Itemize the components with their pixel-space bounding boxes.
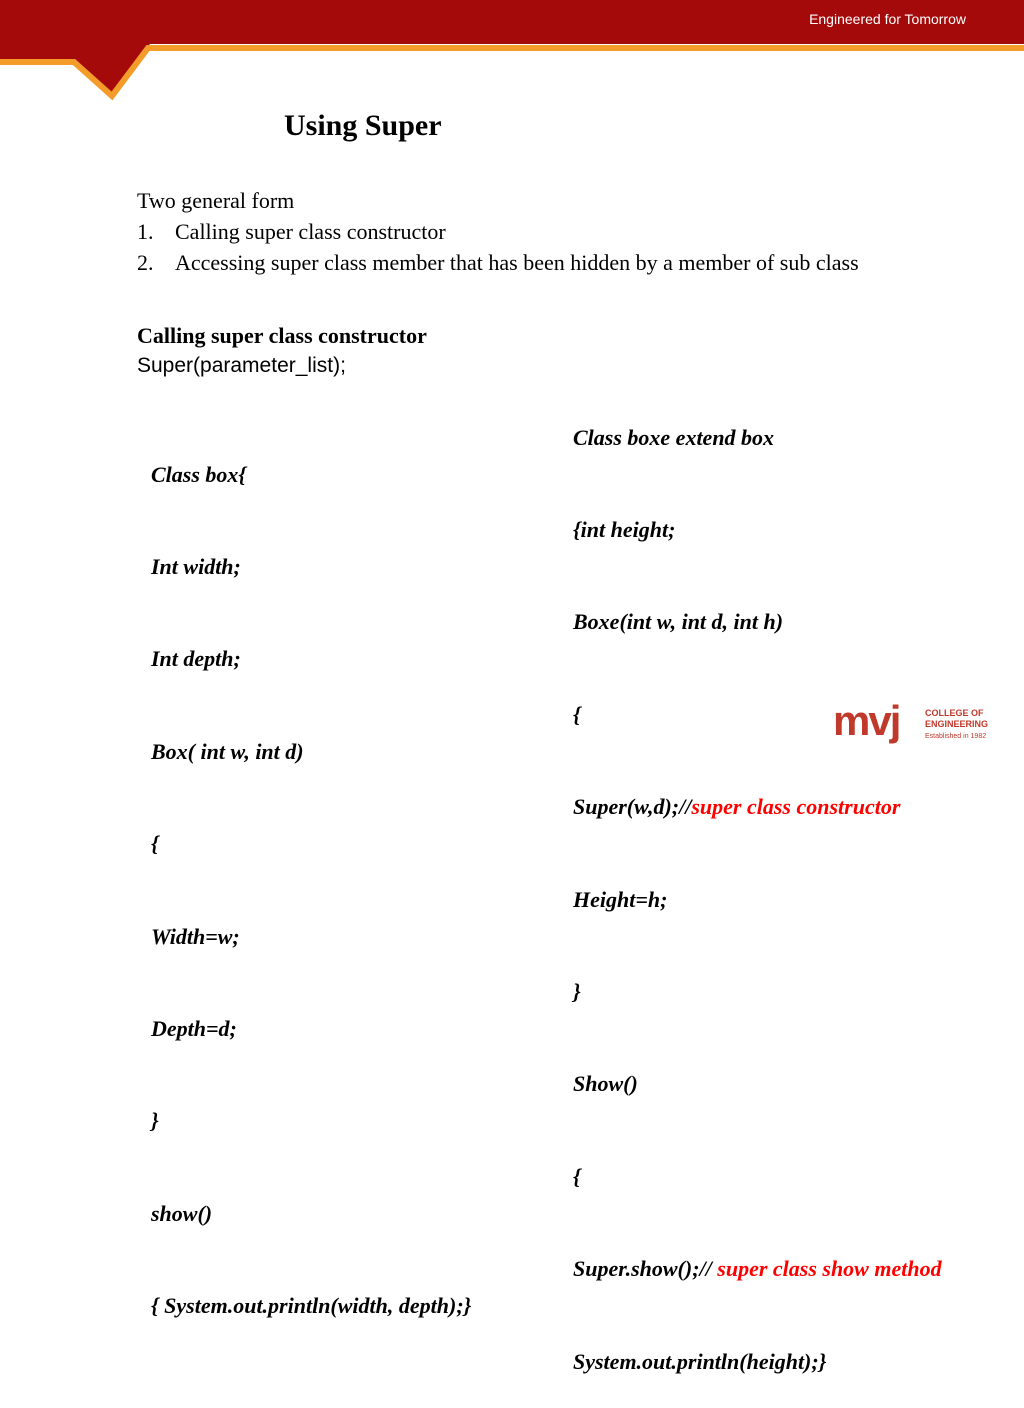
intro-block — [137, 185, 859, 278]
list-number: 2. — [137, 250, 154, 275]
code-line: show() — [151, 1200, 213, 1226]
constructor-heading: Calling super class constructor — [137, 323, 427, 348]
logo-line-3: Established in 1982 — [925, 733, 987, 740]
code-line: { System.out.println(width, depth);} — [151, 1293, 472, 1319]
logo-mark: mvj — [833, 701, 900, 744]
code-line: } — [151, 1108, 159, 1134]
code-text: Super(w,d);// — [573, 794, 692, 820]
code-line: { — [573, 1163, 581, 1189]
header-tagline: Engineered for Tomorrow — [809, 11, 966, 27]
list-item — [137, 216, 859, 247]
code-line: Class box{ — [151, 461, 247, 487]
list-text: Accessing super class member that has been hidden by a member of sub class — [175, 250, 859, 275]
list-text: Calling super class constructor — [175, 219, 446, 244]
code-line: Class boxe extend box — [573, 424, 775, 450]
code-line: Width=w; — [151, 923, 240, 949]
code-text: Super.show();// — [573, 1256, 718, 1282]
code-line — [573, 792, 942, 823]
code-line: System.out.println(height);} — [573, 1348, 827, 1374]
code-line: Boxe(int w, int d, int h) — [573, 609, 784, 635]
code-block-box — [151, 398, 471, 1353]
code-line: { — [573, 701, 581, 727]
code-line: Depth=d; — [151, 1015, 237, 1041]
code-comment: super class constructor — [691, 794, 901, 820]
code-line — [573, 1254, 942, 1285]
list-number: 1. — [137, 219, 154, 244]
code-line: Show() — [573, 1071, 638, 1097]
code-line: Height=h; — [573, 886, 668, 912]
code-line: {int height; — [573, 516, 676, 542]
logo-line-2: ENGINEERING — [925, 719, 989, 729]
code-line: { — [151, 831, 159, 857]
code-line: } — [573, 978, 581, 1004]
code-line: Box( int w, int d) — [151, 738, 304, 764]
code-block-boxe — [573, 361, 942, 1408]
constructor-syntax: Super(parameter_list); — [137, 354, 346, 377]
code-line: Int depth; — [151, 646, 241, 672]
slide-title: Using Super — [284, 109, 442, 142]
list-item — [137, 247, 859, 278]
code-comment: super class show method — [717, 1256, 942, 1282]
logo-line-1: COLLEGE OF — [925, 708, 984, 718]
college-logo — [833, 701, 993, 749]
intro-lead: Two general form — [137, 188, 295, 213]
code-line: Int width; — [151, 553, 241, 579]
